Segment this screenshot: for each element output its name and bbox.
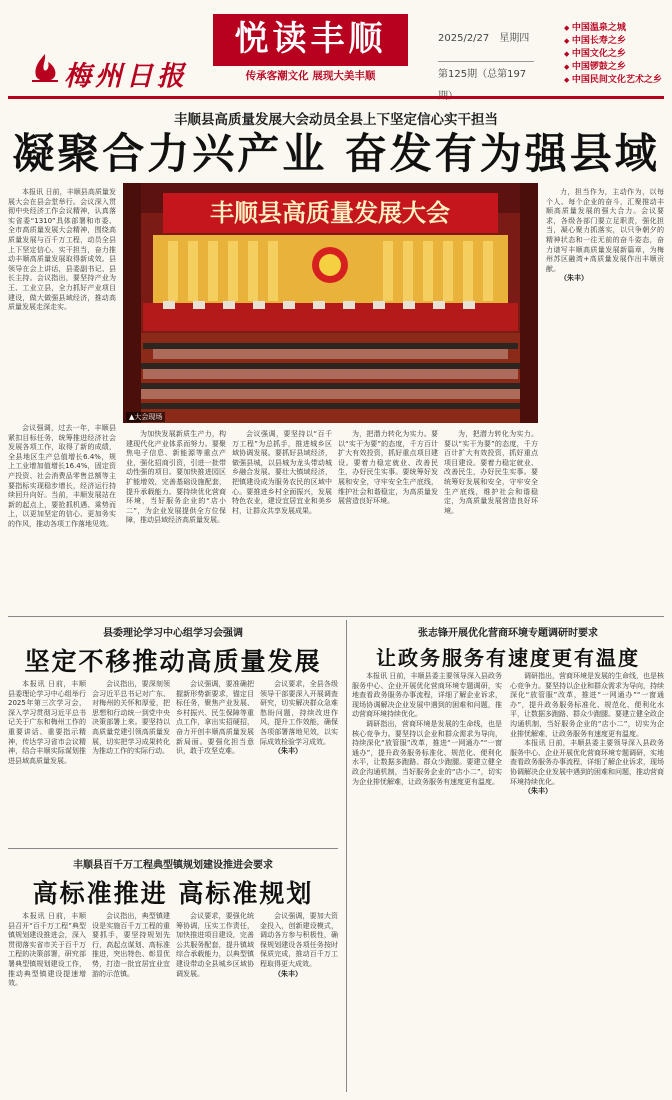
lead-headline[interactable]: 凝聚合力兴产业 奋发有为强县域 bbox=[12, 129, 660, 178]
honor-item: ◆ 中国锣鼓之乡 bbox=[564, 61, 664, 74]
masthead-rule bbox=[8, 96, 664, 99]
section-divider bbox=[8, 848, 338, 849]
section-divider bbox=[8, 616, 664, 617]
story3-kicker: 张志锋开展优化营商环境专题调研时要求 bbox=[418, 628, 598, 639]
date-divider bbox=[438, 61, 534, 62]
story2-kicker: 县委理论学习中心组学习会强调 bbox=[103, 628, 243, 639]
masthead bbox=[8, 8, 664, 94]
section-title: 悦读丰顺 bbox=[234, 19, 387, 59]
conference-hall-image bbox=[123, 183, 538, 423]
section-banner bbox=[213, 14, 408, 66]
issue-weekday: 星期四 bbox=[499, 33, 530, 44]
newspaper-page bbox=[8, 8, 664, 1092]
story2-column-2: 会议指出，要深刻领会习近平总书记对广东、对梅州的关怀和厚爱，把思想和行动统一到党中央决策部署上来。要坚持以高质量党建引领高质量发展，切实把学习成果转化为推动工作的实际行动。 bbox=[92, 680, 170, 756]
honor-item: ◆ 中国文化之乡 bbox=[564, 48, 664, 61]
story2-column-3: 会议强调，要准确把握新形势新要求，锚定目标任务，聚焦产业发展、乡村振兴、民生保障等重点工作，拿出实招硬招，奋力开创丰顺高质量发展新局面。要强化担当意识，敢于攻坚克难。 bbox=[176, 680, 254, 756]
story3-title[interactable]: 让政务服务有速度更有温度 bbox=[376, 646, 640, 670]
story4-column-1: 本报讯 日前，丰顺县召开“百千万工程”典型镇规划建设推进会，深入贯彻落实省市关于百千万工程的决策部署，研究部署典型镇规划建设工作，推动典型镇建设提速增效。 bbox=[8, 912, 86, 988]
story4-title[interactable]: 高标准推进 高标准规划 bbox=[32, 879, 314, 908]
story2-title[interactable]: 坚定不移推动高质量发展 bbox=[24, 647, 322, 676]
story3-column-1: 本报讯 日前，丰顺县委主要领导深入县政务服务中心、企业开展优化营商环境专题调研，实地查看政务服务办事流程，详细了解企业诉求，现场协调解决企业发展中遇到的困难和问题，推动营商环境持续优化。 调研指出，营商环境是发展的生命线，也是核心竞争力。要坚持以企业和群众需求为导向，持续深化“放管服”改革，推进“一网通办”“一窗通办”，提升政务服务标准化、规范化、便利化水平，让数据多跑路、群众少跑腿。要建立健全政企沟通机制，当好服务企业的“店小二”，切实为企业排忧解难，让政务服务有速度更有温度。 bbox=[352, 672, 502, 786]
flame-logo-icon bbox=[30, 52, 60, 84]
story2-column-1: 本报讯 日前，丰顺县委理论学习中心组举行2025年第三次学习会，深入学习贯彻习近平总书记关于广东和梅州工作的重要讲话、重要指示精神，传达学习省市会议精神，结合丰顺实际谋划推进县域高质量发展。 bbox=[8, 680, 86, 765]
honor-item: ◆ 中国民间文化艺术之乡 bbox=[564, 74, 664, 87]
story4-column-2: 会议指出，典型镇建设是实施百千万工程的重要抓手，要坚持规划先行，高起点谋划、高标准推进，突出特色、彰显优势，打造一批宜居宜业宜游的示范镇。 bbox=[92, 912, 170, 978]
story3-column-2: 调研指出，营商环境是发展的生命线，也是核心竞争力。要坚持以企业和群众需求为导向，持续深化“放管服”改革，推进“一网通办”“一窗通办”，提升政务服务标准化、规范化、便利化水平，让数据多跑路、群众少跑腿。要建立健全政企沟通机制，当好服务企业的“店小二”，切实为企业排忧解难，让政务服务有速度更有温度。 本报讯 日前，丰顺县委主要领导深入县政务服务中心、企业开展优化营商环境专题调研，实地查看政务服务办事流程，详细了解企业诉求，现场协调解决企业发展中遇到的困难和问题，推动营商环境持续优化。 （朱丰） bbox=[510, 672, 664, 796]
lead-column-2: 会议强调，过去一年，丰顺县紧扣目标任务，统筹推进经济社会发展各项工作，取得了新的成绩，全县地区生产总值增长6.4%，规上工业增加值增长16.4%，固定资产投资、社会消费品零售总额等主要指标实现稳步增长，经济运行持续回升向好。当前，丰顺发展站在新的起点上，要抢抓机遇、乘势而上，以更加坚定的信心、更加务实的作风，推动各项工作落地见效。 bbox=[8, 424, 116, 528]
section-slogan: 传承客潮文化 展现大美丰顺 bbox=[245, 70, 376, 82]
lead-column-5: 为，把潜力转化为实力。要以“实干为要”的态度，千方百计扩大有效投资，抓好重点项目建设。要着力稳定就业、改善民生，办好民生实事。要统筹好发展和安全，守牢安全生产底线，维护社会和谐稳定，为高质量发展营造良好环境。 bbox=[338, 430, 438, 506]
story4-column-3: 会议要求，要强化统筹协调，压实工作责任，加快推进项目建设，完善公共服务配套，提升镇域综合承载能力，以典型镇建设带动全县城乡区域协调发展。 bbox=[176, 912, 254, 978]
lead-kicker: 丰顺县高质量发展大会动员全县上下坚定信心实干担当 bbox=[174, 112, 498, 128]
date-block bbox=[438, 28, 538, 86]
story2-column-4: 会议要求，全县各级领导干部要深入开展调查研究，切实解决群众急难愁盼问题，持续改进作风，提升工作效能，确保各项部署落地见效，以实际成效检验学习成效。 （朱丰） bbox=[260, 680, 338, 756]
honor-item: ◆ 中国长寿之乡 bbox=[564, 35, 664, 48]
story4-column-4: 会议强调，要加大资金投入，创新建设模式，调动各方参与积极性，确保规划建设各项任务按时保质完成，推动百千万工程取得更大成效。 （朱丰） bbox=[260, 912, 338, 978]
honor-item: ◆ 中国温泉之城 bbox=[564, 22, 664, 35]
town-honors-list bbox=[564, 22, 664, 87]
conference-photo[interactable] bbox=[123, 183, 538, 423]
lead-column-5b: 为，把潜力转化为实力。要以“实干为要”的态度，千方百计扩大有效投资，抓好重点项目建设。要着力稳定就业、改善民生，办好民生实事。要统筹好发展和安全，守牢安全生产底线，维护社会和谐稳定，为高质量发展营造良好环境。 bbox=[444, 430, 538, 515]
issue-date: 2025/2/27 bbox=[438, 33, 490, 44]
lead-column-1: 本报讯 日前，丰顺县高质量发展大会在县会堂举行。会议深入贯彻中央经济工作会议精神，认真落实省委“1310”具体部署和市委、全市高质量发展大会精神，围绕高质量发展与百千万工程，动员全县上下坚定信心、实干担当，奋力推动丰顺高质量发展取得新成效。县领导在会上讲话，县委副书记、县长主持。会议指出，要坚持产业为王、工业立县，全力抓好产业项目建设，做大做强县域经济，推动高质量发展走深走实。 bbox=[8, 188, 116, 312]
story4-kicker: 丰顺县百千万工程典型镇规划建设推进会要求 bbox=[73, 860, 273, 871]
photo-banner-text: 丰顺县高质量发展大会 bbox=[210, 198, 450, 227]
byline: （朱丰） bbox=[274, 747, 302, 756]
byline: （朱丰） bbox=[560, 274, 588, 283]
byline: （朱丰） bbox=[274, 969, 302, 978]
lead-column-3: 为加快发展新质生产力，构建现代化产业体系而努力。要聚焦电子信息、新能源等重点产业，强化招商引资，引进一批带动性强的项目。要加快推进园区扩能增效，完善基础设施配套，提升承载能力。要持续优化营商环境，当好服务企业的“店小二”，为企业发展提供全方位保障，推动县域经济高质量发展。 bbox=[126, 430, 226, 525]
paper-logo[interactable] bbox=[30, 52, 200, 92]
photo-caption: ▲大会现场 bbox=[126, 412, 165, 422]
lead-column-6: 力，担当作为，主动作为，以每个人、每个企业的奋斗，汇聚推动丰顺高质量发展的强大合力。会议要求，各级各部门要立足职责，强化担当，凝心聚力抓落实，以只争朝夕的精神状态和一往无前的奋斗姿态，奋力谱写丰顺高质量发展新篇章，为梅州苏区融湾+高质量发展作出丰顺贡献。 （朱丰） bbox=[546, 188, 664, 283]
lead-column-4: 会议强调，要坚持以“百千万工程”为总抓手，推进城乡区域协调发展。要抓好县域经济，做强县城，以县城为龙头带动城乡融合发展。要壮大镇域经济，把镇建设成为服务农民的区域中心。要推进乡村全面振兴，发展特色农业，建设宜居宜业和美乡村，让群众共享发展成果。 bbox=[232, 430, 332, 515]
column-divider bbox=[346, 620, 347, 1092]
issue-number: 第125期（总第197 bbox=[438, 69, 527, 80]
paper-name: 梅州日报 bbox=[64, 61, 188, 92]
byline: （朱丰） bbox=[524, 787, 552, 796]
